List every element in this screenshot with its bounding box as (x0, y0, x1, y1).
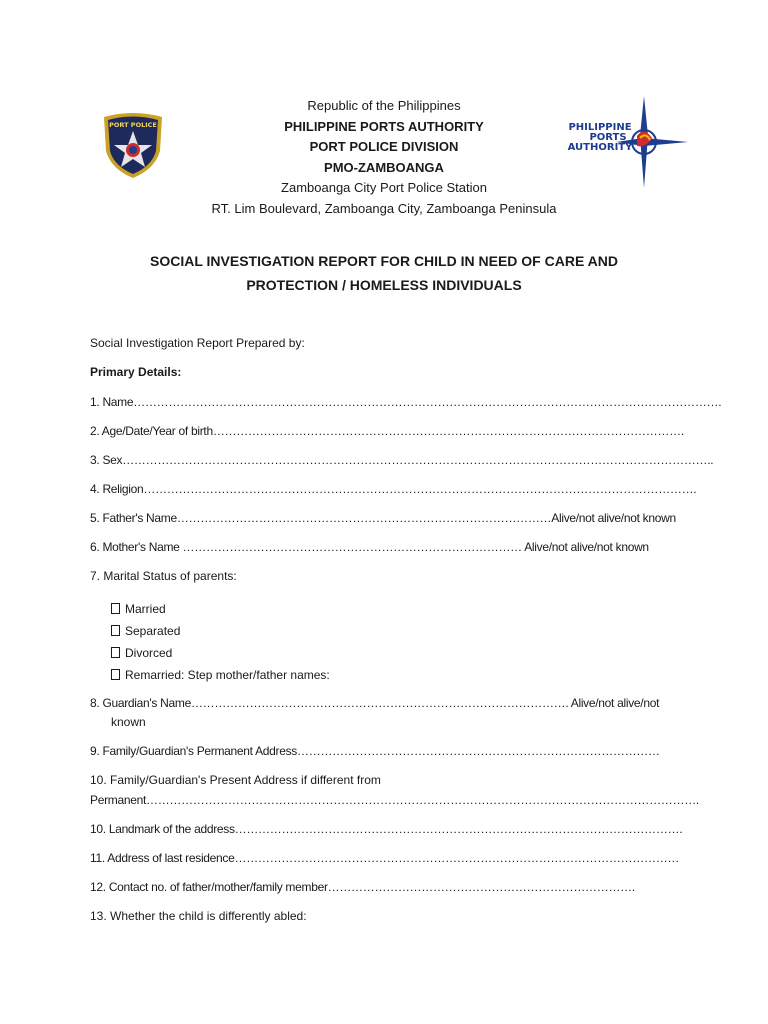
field-religion: 4. Religion……………………………………………………………………………………………………………………………. (90, 482, 697, 496)
option-divorced (111, 645, 172, 661)
field-contact-number: 12. Contact no. of father/mother/family member……………………………………………………………………. (90, 880, 635, 894)
field-mother-name: 6. Mother's Name …………………………………………………………………………… Alive/not alive/not known (90, 540, 649, 554)
ppa-logo-text-2: PORTS (589, 132, 627, 143)
option-remarried-label: Remarried: Step mother/father names: (125, 668, 330, 682)
field-present-address: 10. Family/Guardian's Present Address if different from (90, 773, 381, 787)
option-remarried (111, 667, 330, 683)
field-age: 2. Age/Date/Year of birth…………………………………………………………………………………………………………. (90, 424, 684, 438)
field-permanent-address: 9. Family/Guardian's Permanent Address………………………………………………………………………………… (90, 744, 660, 758)
ppa-logo (560, 96, 692, 188)
checkbox-icon (111, 669, 120, 680)
header-division: PORT POLICE DIVISION (309, 139, 459, 155)
title-line-1: SOCIAL INVESTIGATION REPORT FOR CHILD IN NEED OF CARE AND (150, 253, 618, 269)
field-name: 1. Name……………………………………………………………………………………………………………………………………. (90, 395, 722, 409)
primary-details-heading: Primary Details: (90, 365, 182, 379)
title-line-2: PROTECTION / HOMELESS INDIVIDUALS (246, 277, 522, 293)
option-separated (111, 623, 180, 639)
option-married (111, 601, 166, 617)
header-station: Zamboanga City Port Police Station (281, 180, 487, 196)
field-marital-status: 7. Marital Status of parents: (90, 569, 237, 583)
ppa-logo-text-1: PHILIPPINE (568, 122, 632, 133)
option-separated-label: Separated (125, 624, 181, 638)
ppa-logo-text-3: AUTHORITY (567, 142, 633, 153)
header-address: RT. Lim Boulevard, Zamboanga City, Zamboanga Peninsula (211, 200, 557, 216)
letterhead (150, 96, 618, 220)
field-sex: 3. Sex…………………………………………………………………………………………………………………………………….. (90, 453, 714, 467)
header-agency: PHILIPPINE PORTS AUTHORITY (284, 118, 484, 134)
field-landmark: 10. Landmark of the address……………………………………………………………………………………………………. (90, 822, 683, 836)
field-present-address-cont: Permanent……………………………………………………………………………………………………………………………. (90, 793, 699, 807)
header-republic: Republic of the Philippines (307, 98, 461, 113)
field-guardian-name-cont: known (111, 715, 146, 729)
header-pmo: PMO-ZAMBOANGA (324, 159, 444, 175)
checkbox-icon (111, 625, 120, 636)
checkbox-icon (111, 603, 120, 614)
prepared-by-label: Social Investigation Report Prepared by: (90, 336, 305, 350)
field-differently-abled: 13. Whether the child is differently abled: (90, 909, 307, 923)
field-last-residence: 11. Address of last residence…………………………………………………………………………………………………… (90, 851, 680, 865)
option-divorced-label: Divorced (125, 646, 173, 660)
option-married-label: Married (125, 602, 166, 616)
field-guardian-name: 8. Guardian's Name……………………………………………………………………………………. Alive/not alive/not (90, 696, 660, 710)
field-father-name: 5. Father's Name……………………………………………………………………………………Alive/not alive/not known (90, 511, 676, 525)
checkbox-icon (111, 647, 120, 658)
badge-text: PORT POLICE (109, 121, 157, 129)
document-title (100, 249, 668, 297)
